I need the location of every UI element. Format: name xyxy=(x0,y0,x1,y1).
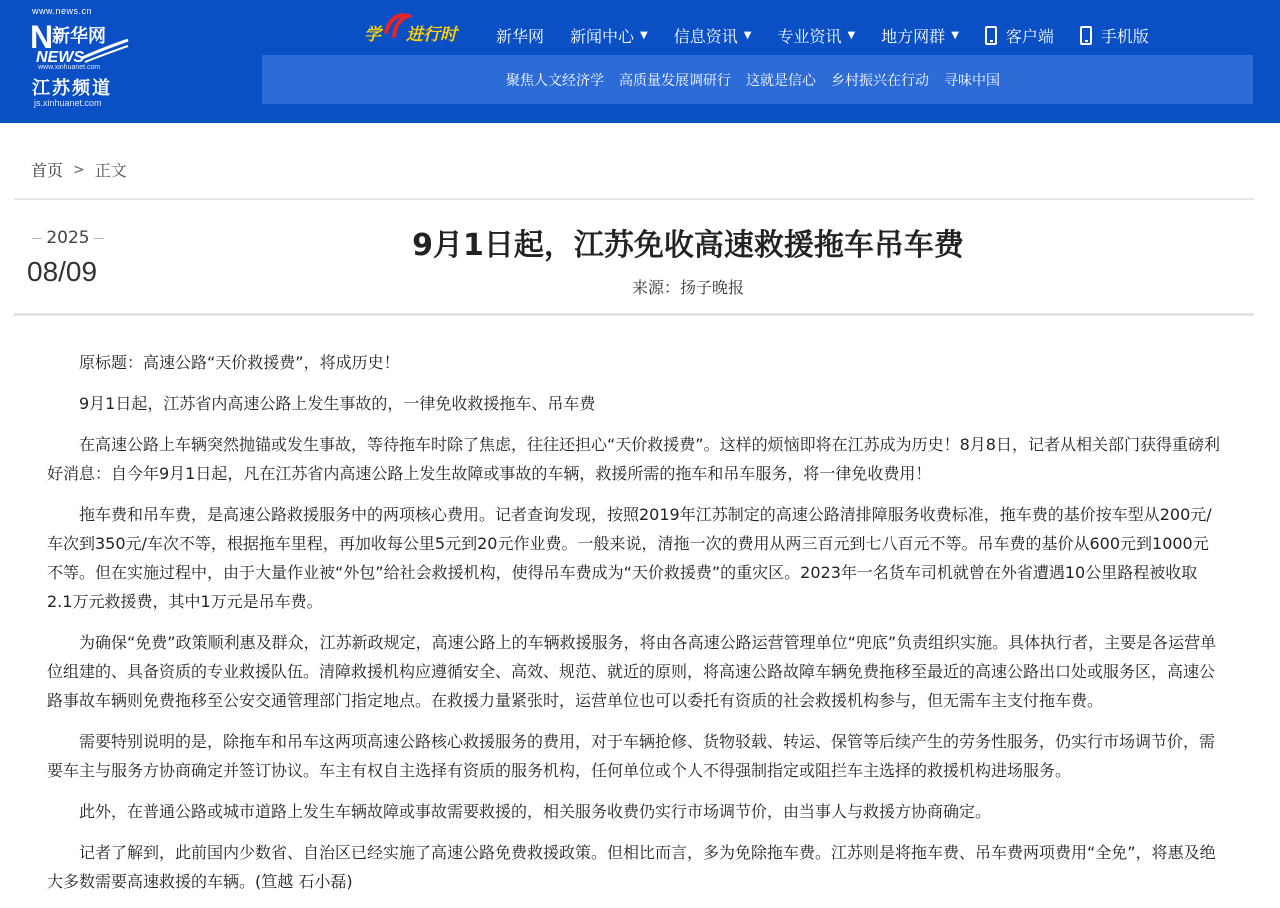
channel-name: 江苏频道 xyxy=(32,78,112,99)
chevron-down-icon: ▼ xyxy=(951,29,959,41)
nav-label: 信息资讯 xyxy=(673,26,738,46)
nav-label: 客户端 xyxy=(1005,26,1054,46)
divider xyxy=(32,238,42,239)
sub-nav xyxy=(262,55,1253,104)
xuexi-banner[interactable] xyxy=(364,10,476,44)
nav-label: 手机版 xyxy=(1100,26,1149,46)
xinhua-logo[interactable] xyxy=(30,6,140,112)
article-paragraph: 拖车费和吊车费，是高速公路救援服务中的两项核心费用。记者查询发现，按照2019年江苏制定的高速公路清排障服务收费标准，拖车费的基价按车型从200元/车次到350元/车次不等，根据拖车里程，再加收每公里5元到20元作业费。一般来说，清拖一次的费用从两三百元到七八百元不等。吊车费的基价从600元到1000元不等。但在实施过程中，由于大量作业被“外包”给社会救援机构，使得吊车费成为“天价救援费”的重灾区。2023年一名货车司机就曾在外省遭遇10公里路程被收取2.1万元救援费，其中1万元是吊车费。 xyxy=(47,505,1212,611)
article-paragraph: 9月1日起，江苏省内高速公路上发生事故的，一律免收救援拖车、吊车费 xyxy=(79,394,596,413)
publish-date: 08/09 xyxy=(27,256,98,287)
chevron-down-icon: ▼ xyxy=(743,29,752,41)
article-paragraph: 在高速公路上车辆突然抛锚或发生事故，等待拖车时除了焦虑，往往还担心“天价救援费”。这样的烦恼即将在江苏成为历史！8月8日，记者从相关部门获得重磅利好消息：自今年9月1日起，凡在江苏省内高速公路上发生故障或事故的车辆，救援所需的拖车和吊车服务，将一律免收费用！ xyxy=(47,435,1220,483)
logo-url: www.news.cn xyxy=(32,6,93,16)
site-header xyxy=(0,0,1280,123)
nav-label: 专业资讯 xyxy=(777,26,842,46)
nav-professional[interactable] xyxy=(777,24,855,47)
nav-info[interactable] xyxy=(674,24,752,47)
divider xyxy=(94,238,104,239)
article-source: 来源：扬子晚报 xyxy=(631,278,744,297)
xuexi-part2: 进行时 xyxy=(406,25,457,45)
nav-local-network[interactable] xyxy=(881,24,959,47)
svg-text:NEWS: NEWS xyxy=(36,49,84,64)
divider xyxy=(14,313,1254,316)
article-paragraph: 此外，在普通公路或城市道路上发生车辆故障或事故需要救援的，相关服务收费仍实行市场调节价，由当事人与救援方协商确定。 xyxy=(79,802,992,821)
chevron-down-icon: ▼ xyxy=(847,29,856,41)
article-paragraph: 为确保“免费”政策顺利惠及群众，江苏新政规定，高速公路上的车辆救援服务，将由各高速公路运营管理单位“兜底”负责组织实施。具体执行者，主要是各运营单位组建的、具备资质的专业救援队伍。清障救援机构应遵循安全、高效、规范、就近的原则，将高速公路故障车辆免费拖移至最近的高速公路出口处或服务区，高速公路事故车辆则免费拖移至公安交通管理部门指定地点。在救援力量紧张时，运营单位也可以委托有资质的社会救援机构参与，但无需车主支付拖车费。 xyxy=(47,633,1217,710)
divider xyxy=(14,198,1254,200)
breadcrumb-current: 正文 xyxy=(94,161,127,180)
article-paragraph: 需要特别说明的是，除拖车和吊车这两项高速公路核心救援服务的费用，对于车辆抢修、货物驳载、转运、保管等后续产生的劳务性服务，仍实行市场调节价，需要车主与服务方协商确定并签订协议。车主有权自主选择有资质的服务机构，任何单位或个人不得强制指定或阻拦车主选择的救援机构进场服务。 xyxy=(47,732,1216,780)
xuexi-part1: 学 xyxy=(364,25,381,45)
xinhua-news-logo-icon xyxy=(30,18,130,64)
nav-label: 地方网群 xyxy=(881,26,946,46)
phone-icon xyxy=(1080,26,1092,45)
article-body xyxy=(47,348,1222,908)
breadcrumb-home[interactable]: 首页 xyxy=(31,161,64,180)
subnav-item[interactable]: 乡村振兴在行动 xyxy=(831,72,929,89)
subnav-item[interactable]: 寻味中国 xyxy=(944,72,1000,89)
publish-year xyxy=(28,228,108,248)
subnav-item[interactable]: 聚焦人文经济学 xyxy=(506,72,604,89)
article-paragraph: 原标题：高速公路“天价救援费”，将成历史！ xyxy=(79,353,400,372)
svg-text:N: N xyxy=(30,19,54,55)
nav-label: 新华网 xyxy=(496,26,545,46)
article-title: 9月1日起，江苏免收高速救援拖车吊车费 xyxy=(412,228,964,263)
nav-label: 新闻中心 xyxy=(570,26,635,46)
channel-url: js.xinhuanet.com xyxy=(34,98,102,108)
nav-xinhuanet[interactable] xyxy=(496,24,544,47)
article-paragraph: 记者了解到，此前国内少数省、自治区已经实施了高速公路免费救援政策。但相比而言，多为免除拖车费。江苏则是将拖车费、吊车费两项费用“全免”，将惠及绝大多数需要高速救援的车辆。(笪越 石小磊) xyxy=(47,843,1216,891)
breadcrumb-separator: > xyxy=(73,161,85,178)
subnav-item[interactable]: 高质量发展调研行 xyxy=(619,72,731,89)
chevron-down-icon: ▼ xyxy=(640,29,648,41)
logo-sub-url: www.xinhuanet.com xyxy=(38,64,101,71)
year-text: 2025 xyxy=(46,228,90,248)
nav-client[interactable] xyxy=(985,24,1054,47)
nav-mobile[interactable] xyxy=(1080,24,1149,47)
main-nav xyxy=(496,22,1175,48)
subnav-item[interactable]: 这就是信心 xyxy=(746,72,816,89)
tablet-icon xyxy=(985,26,997,45)
svg-text:新华网: 新华网 xyxy=(52,26,106,47)
nav-news-center[interactable] xyxy=(570,24,648,47)
breadcrumb xyxy=(31,158,127,181)
